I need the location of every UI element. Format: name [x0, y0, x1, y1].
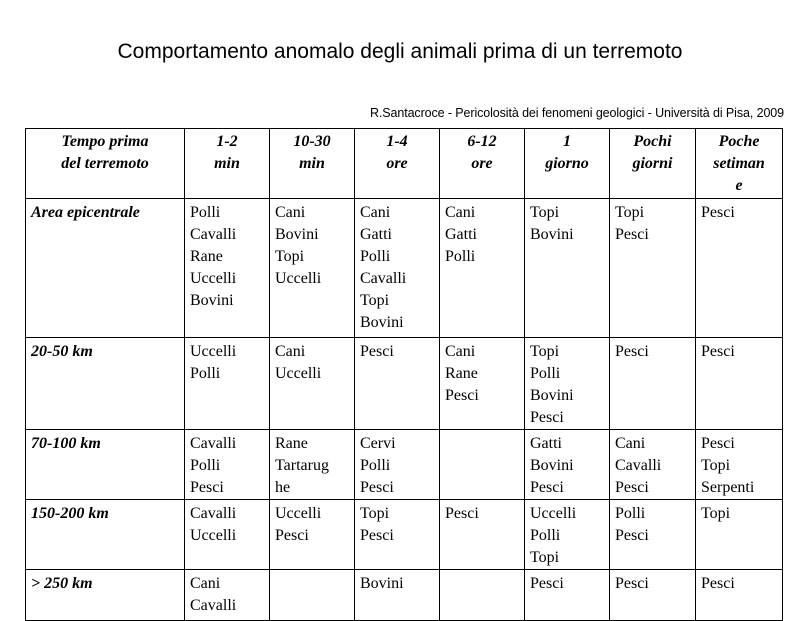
table-cell	[610, 500, 696, 570]
animal-entry: Pesci	[190, 479, 224, 496]
table-cell	[355, 500, 440, 570]
table-cell	[696, 500, 783, 570]
animal-entry: Polli	[190, 365, 221, 382]
table-row	[26, 199, 783, 338]
animal-entry: Uccelli	[275, 270, 322, 287]
column-header	[525, 129, 610, 199]
animal-entry: Topi	[615, 204, 645, 221]
table-cell	[610, 430, 696, 500]
animal-entry: Pesci	[701, 204, 735, 221]
table-cell	[525, 199, 610, 338]
table-cell	[610, 199, 696, 338]
row-label: > 250 km	[26, 570, 185, 621]
header-row	[26, 129, 783, 199]
column-header	[355, 129, 440, 199]
animal-entry: he	[275, 479, 291, 496]
column-header	[610, 129, 696, 199]
animal-entry: Bovini	[275, 226, 319, 243]
animal-entry: Pesci	[360, 527, 394, 544]
animal-entry: Serpenti	[701, 479, 755, 496]
row-label: 20-50 km	[26, 338, 185, 430]
table-cell	[270, 570, 355, 621]
animal-entry: Polli	[360, 248, 391, 265]
table-cell	[270, 199, 355, 338]
animal-entry: Cani	[445, 204, 476, 221]
animal-entry: Uccelli	[530, 505, 577, 522]
animal-entry: Pesci	[701, 343, 735, 360]
animal-entry: Topi	[701, 505, 731, 522]
animal-entry: Cani	[615, 435, 646, 452]
table-cell	[440, 570, 525, 621]
column-header-label: 1-2 min	[214, 133, 240, 172]
table-cell	[440, 199, 525, 338]
table-cell	[610, 338, 696, 430]
table-cell	[525, 500, 610, 570]
animal-entry: Pesci	[530, 575, 564, 592]
animal-entry: Pesci	[615, 479, 649, 496]
column-header-label: Poche setiman e	[713, 133, 765, 194]
animal-entry: Bovini	[530, 226, 574, 243]
table-row	[26, 500, 783, 570]
animal-entry: Pesci	[701, 575, 735, 592]
animal-entry: Uccelli	[190, 343, 237, 360]
source-credit: R.Santacroce - Pericolosità dei fenomeni geologici - Università di Pisa, 2009	[369, 106, 784, 120]
table-cell	[610, 570, 696, 621]
animal-entry: Pesci	[445, 505, 479, 522]
animal-entry: Bovini	[190, 292, 234, 309]
table-body	[26, 199, 783, 621]
animal-entry: Pesci	[360, 479, 394, 496]
animal-entry: Cavalli	[190, 505, 237, 522]
animal-entry: Topi	[530, 343, 560, 360]
animal-entry: Cavalli	[615, 457, 662, 474]
animal-entry: Cani	[190, 575, 221, 592]
animal-entry: Gatti	[360, 226, 392, 243]
table-cell	[185, 500, 270, 570]
animal-entry: Polli	[360, 457, 391, 474]
animal-entry: Topi	[360, 505, 390, 522]
animal-entry: Rane	[190, 248, 223, 265]
animal-behavior-table	[25, 128, 783, 621]
animal-entry: Pesci	[615, 527, 649, 544]
animal-entry: Polli	[530, 365, 561, 382]
animal-entry: Uccelli	[190, 527, 237, 544]
animal-entry: Cavalli	[190, 597, 237, 614]
page-title: Comportamento anomalo degli animali prima di un terremoto	[117, 40, 683, 63]
table-cell	[440, 338, 525, 430]
animal-entry: Cavalli	[360, 270, 407, 287]
animal-entry: Bovini	[530, 457, 574, 474]
animal-entry: Cani	[275, 343, 306, 360]
table-cell	[355, 570, 440, 621]
table-cell	[696, 199, 783, 338]
column-header	[185, 129, 270, 199]
animal-entry: Polli	[445, 248, 476, 265]
table-cell	[525, 570, 610, 621]
animal-entry: Rane	[445, 365, 478, 382]
animal-entry: Pesci	[530, 479, 564, 496]
animal-entry: Cani	[360, 204, 391, 221]
animal-entry: Uccelli	[190, 270, 237, 287]
table-cell	[355, 430, 440, 500]
column-header	[270, 129, 355, 199]
animal-entry: Rane	[275, 435, 308, 452]
animal-entry: Topi	[701, 457, 731, 474]
table-cell	[696, 338, 783, 430]
column-header-label: Tempo prima del terremoto	[61, 133, 149, 172]
column-header-label: 1 giorno	[545, 133, 589, 172]
table-cell	[525, 430, 610, 500]
table-cell	[440, 430, 525, 500]
animal-entry: Pesci	[615, 575, 649, 592]
animal-entry: Polli	[190, 204, 221, 221]
column-header-label: Pochi giorni	[632, 133, 673, 172]
animal-entry: Polli	[190, 457, 221, 474]
table-cell	[270, 500, 355, 570]
table-cell	[525, 338, 610, 430]
animal-entry: Uccelli	[275, 505, 322, 522]
table-cell	[355, 338, 440, 430]
animal-entry: Pesci	[530, 409, 564, 426]
table-cell	[270, 338, 355, 430]
animal-entry: Bovini	[360, 575, 404, 592]
column-header	[696, 129, 783, 199]
animal-entry: Polli	[530, 527, 561, 544]
table-row	[26, 338, 783, 430]
row-label: Area epicentrale	[26, 199, 185, 338]
table-cell	[270, 430, 355, 500]
table-cell	[185, 199, 270, 338]
animal-entry: Topi	[360, 292, 390, 309]
animal-entry: Pesci	[615, 343, 649, 360]
table-cell	[185, 570, 270, 621]
table-cell	[440, 500, 525, 570]
animal-entry: Topi	[530, 204, 560, 221]
animal-entry: Pesci	[360, 343, 394, 360]
row-label: 150-200 km	[26, 500, 185, 570]
column-header-label: 10-30 min	[293, 133, 331, 172]
animal-entry: Pesci	[615, 226, 649, 243]
animal-entry: Topi	[275, 248, 305, 265]
animal-entry: Cani	[275, 204, 306, 221]
animal-entry: Cani	[445, 343, 476, 360]
animal-entry: Gatti	[445, 226, 477, 243]
animal-entry: Pesci	[701, 435, 735, 452]
table-cell	[696, 430, 783, 500]
animal-entry: Cavalli	[190, 435, 237, 452]
animal-entry: Topi	[530, 549, 560, 566]
table-cell	[185, 430, 270, 500]
table-row	[26, 430, 783, 500]
animal-entry: Gatti	[530, 435, 562, 452]
column-header	[440, 129, 525, 199]
table-row	[26, 570, 783, 621]
header-time-before	[26, 129, 185, 199]
animal-entry: Bovini	[360, 314, 404, 331]
animal-entry: Polli	[615, 505, 646, 522]
table-cell	[355, 199, 440, 338]
animal-entry: Pesci	[445, 387, 479, 404]
animal-entry: Bovini	[530, 387, 574, 404]
animal-entry: Cavalli	[190, 226, 237, 243]
table-cell	[185, 338, 270, 430]
row-label: 70-100 km	[26, 430, 185, 500]
animal-entry: Pesci	[275, 527, 309, 544]
column-header-label: 1-4 ore	[386, 133, 408, 172]
table-cell	[696, 570, 783, 621]
animal-entry: Uccelli	[275, 365, 322, 382]
animal-entry: Cervi	[360, 435, 396, 452]
animal-entry: Tartarug	[275, 457, 329, 474]
column-header-label: 6-12 ore	[467, 133, 497, 172]
